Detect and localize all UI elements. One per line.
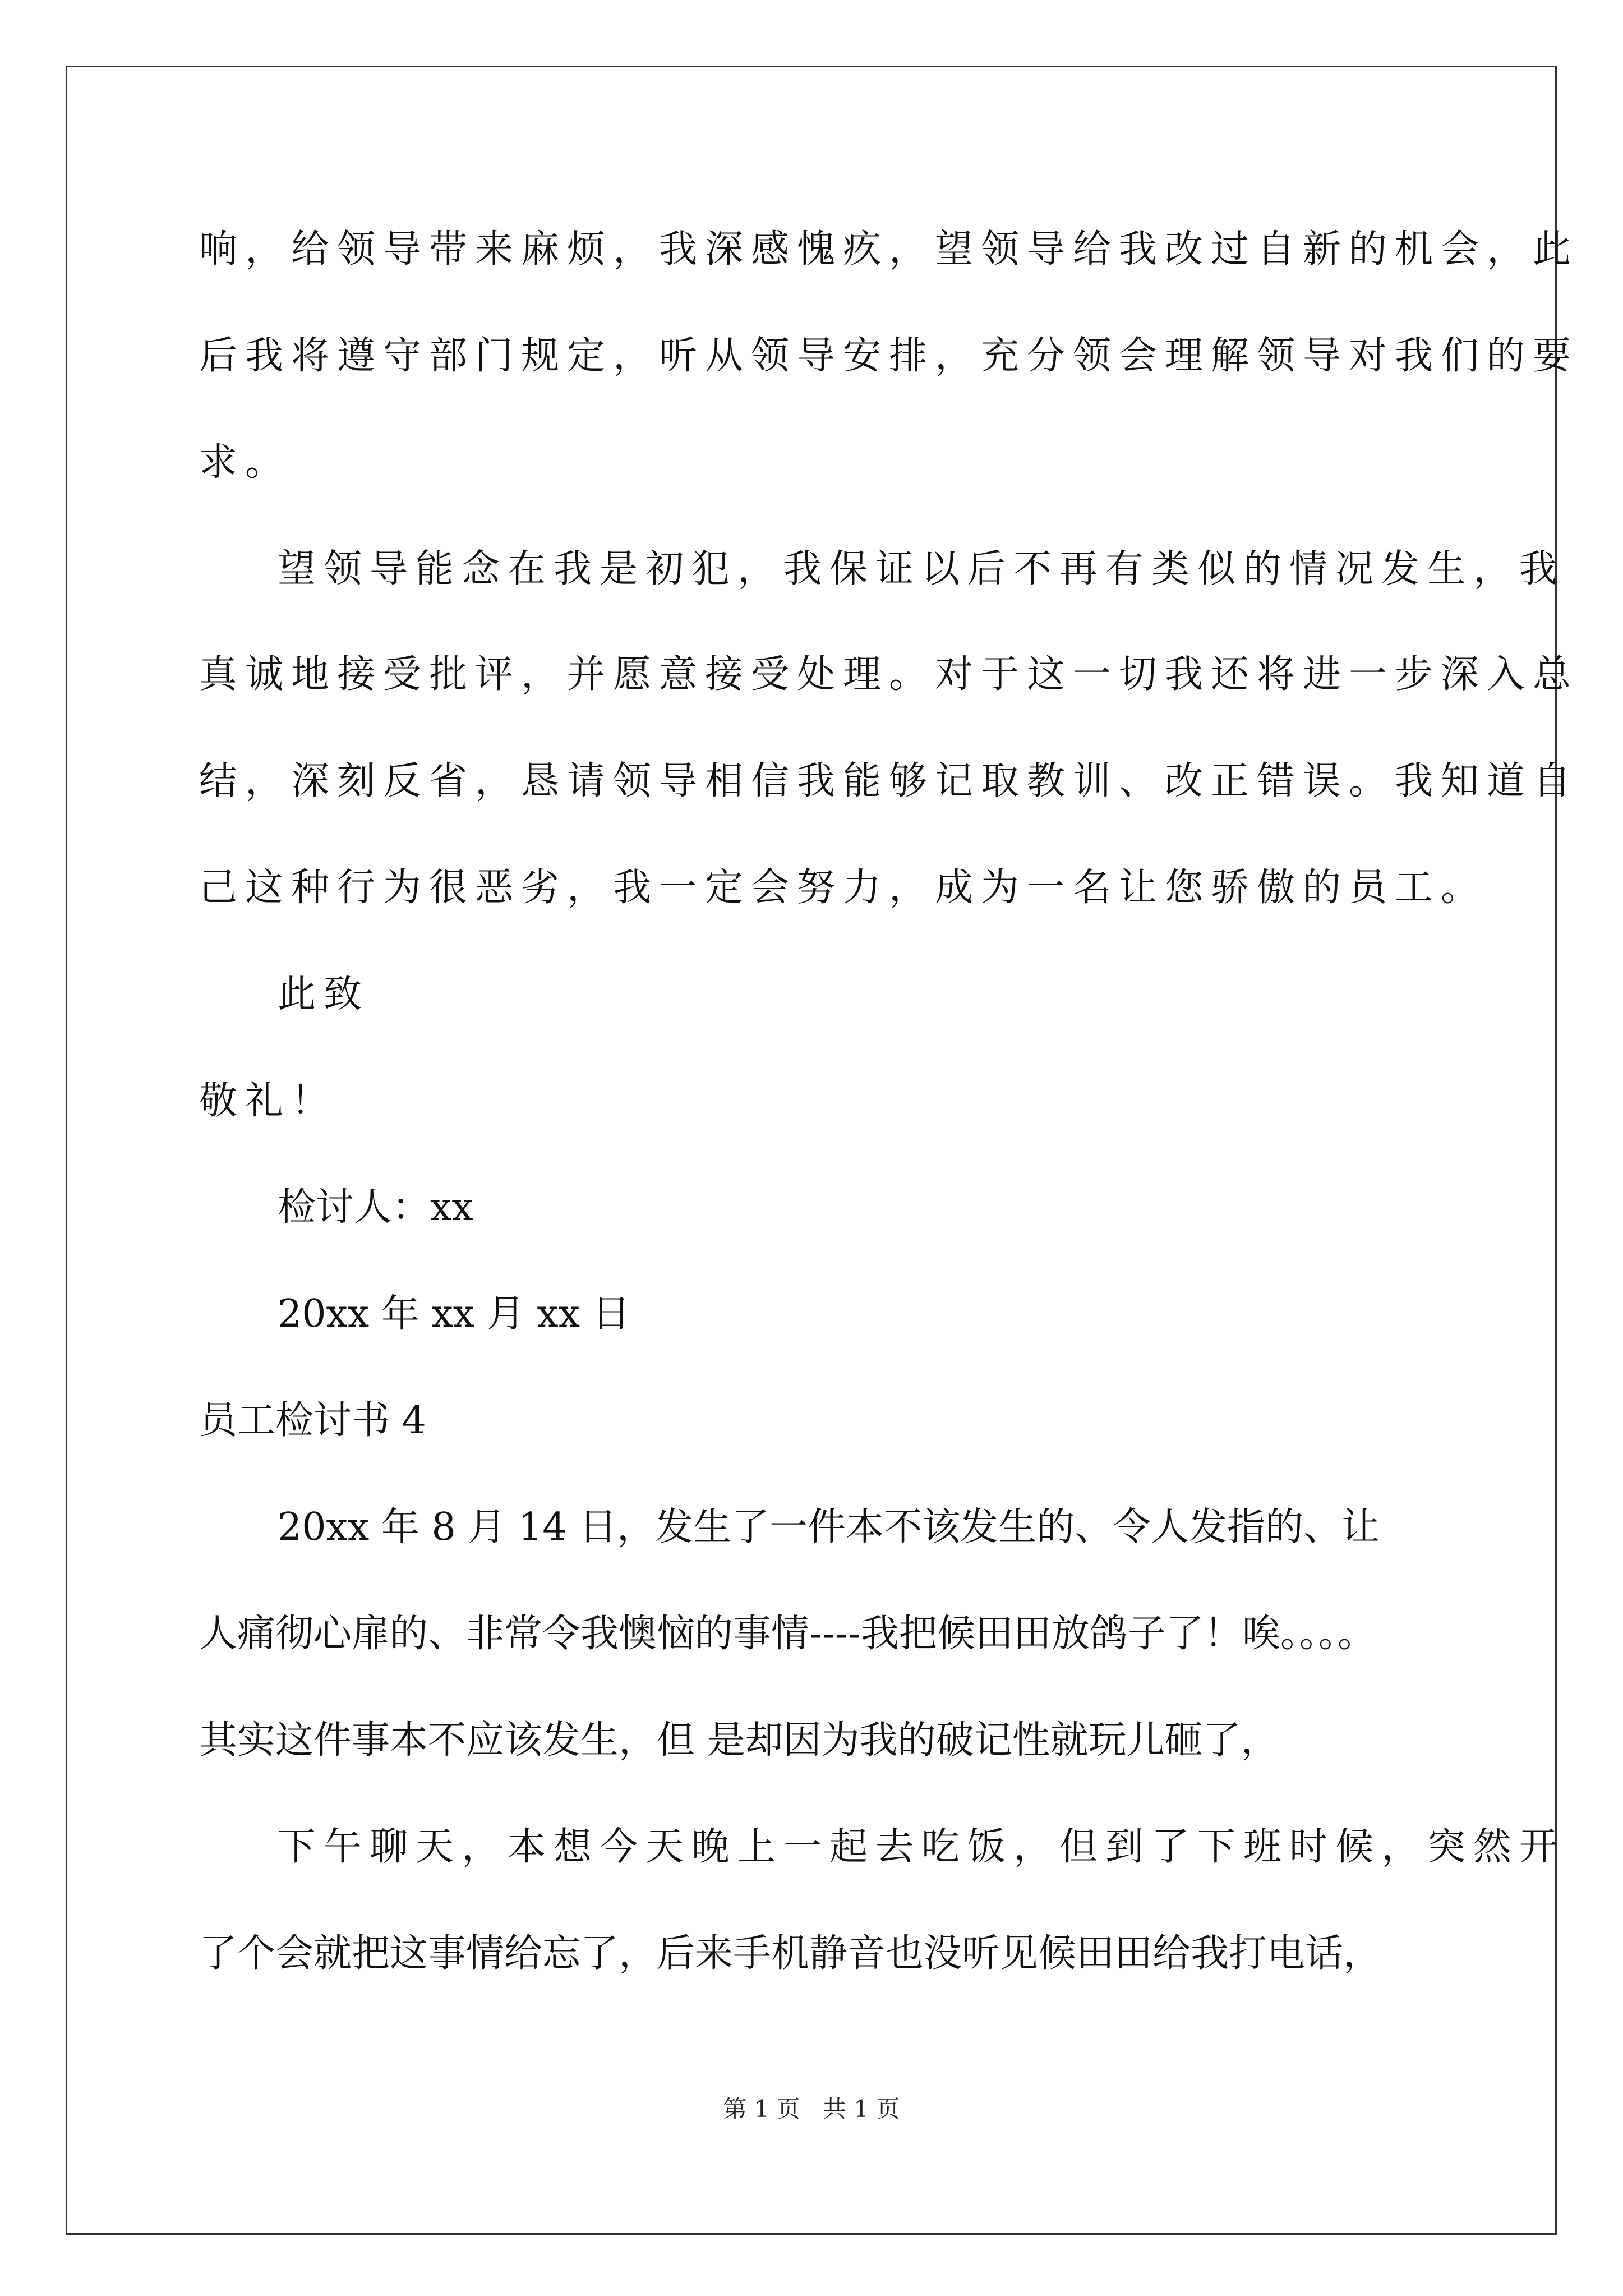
body-line-6: 结，深刻反省，恳请领导相信我能够记取教训、改正错误。我知道自 <box>199 759 1579 803</box>
body-line-3: 求。 <box>199 440 292 485</box>
page-border <box>66 66 1557 2235</box>
body-line-14: 人痛彻心扉的、非常令我懊恼的事情----我把候田田放鸽子了！唉。。。。 <box>199 1612 1376 1656</box>
body-line-13: 20xx 年 8 月 14 日，发生了一件本不该发生的、令人发指的、让 <box>278 1505 1380 1549</box>
body-line-2: 后我将遵守部门规定，听从领导安排，充分领会理解领导对我们的要 <box>199 334 1579 378</box>
body-line-16: 下午聊天，本想今天晚上一起去吃饭，但到了下班时候，突然开 <box>278 1825 1566 1869</box>
signature-date: 20xx 年 xx 月 xx 日 <box>278 1292 630 1336</box>
section-heading: 员工检讨书 4 <box>199 1398 426 1443</box>
closing-salutation: 此致 <box>278 972 370 1016</box>
body-line-17: 了个会就把这事情给忘了，后来手机静音也没听见候田田给我打电话， <box>199 1931 1382 1976</box>
page-footer: 第 1 页 共 1 页 <box>723 2095 900 2123</box>
signature-author: 检讨人：xx <box>278 1185 473 1230</box>
body-line-5: 真诚地接受批评，并愿意接受处理。对于这一切我还将进一步深入总 <box>199 652 1579 697</box>
closing-regards: 敬礼！ <box>199 1079 338 1123</box>
body-line-1: 响，给领导带来麻烦，我深感愧疚，望领导给我改过自新的机会，此 <box>199 227 1579 272</box>
body-line-4: 望领导能念在我是初犯，我保证以后不再有类似的情况发生，我 <box>278 547 1566 591</box>
body-line-15: 其实这件事本不应该发生，但 是却因为我的破记性就玩儿砸了， <box>199 1718 1279 1763</box>
body-line-7: 己这种行为很恶劣，我一定会努力，成为一名让您骄傲的员工。 <box>199 866 1487 910</box>
